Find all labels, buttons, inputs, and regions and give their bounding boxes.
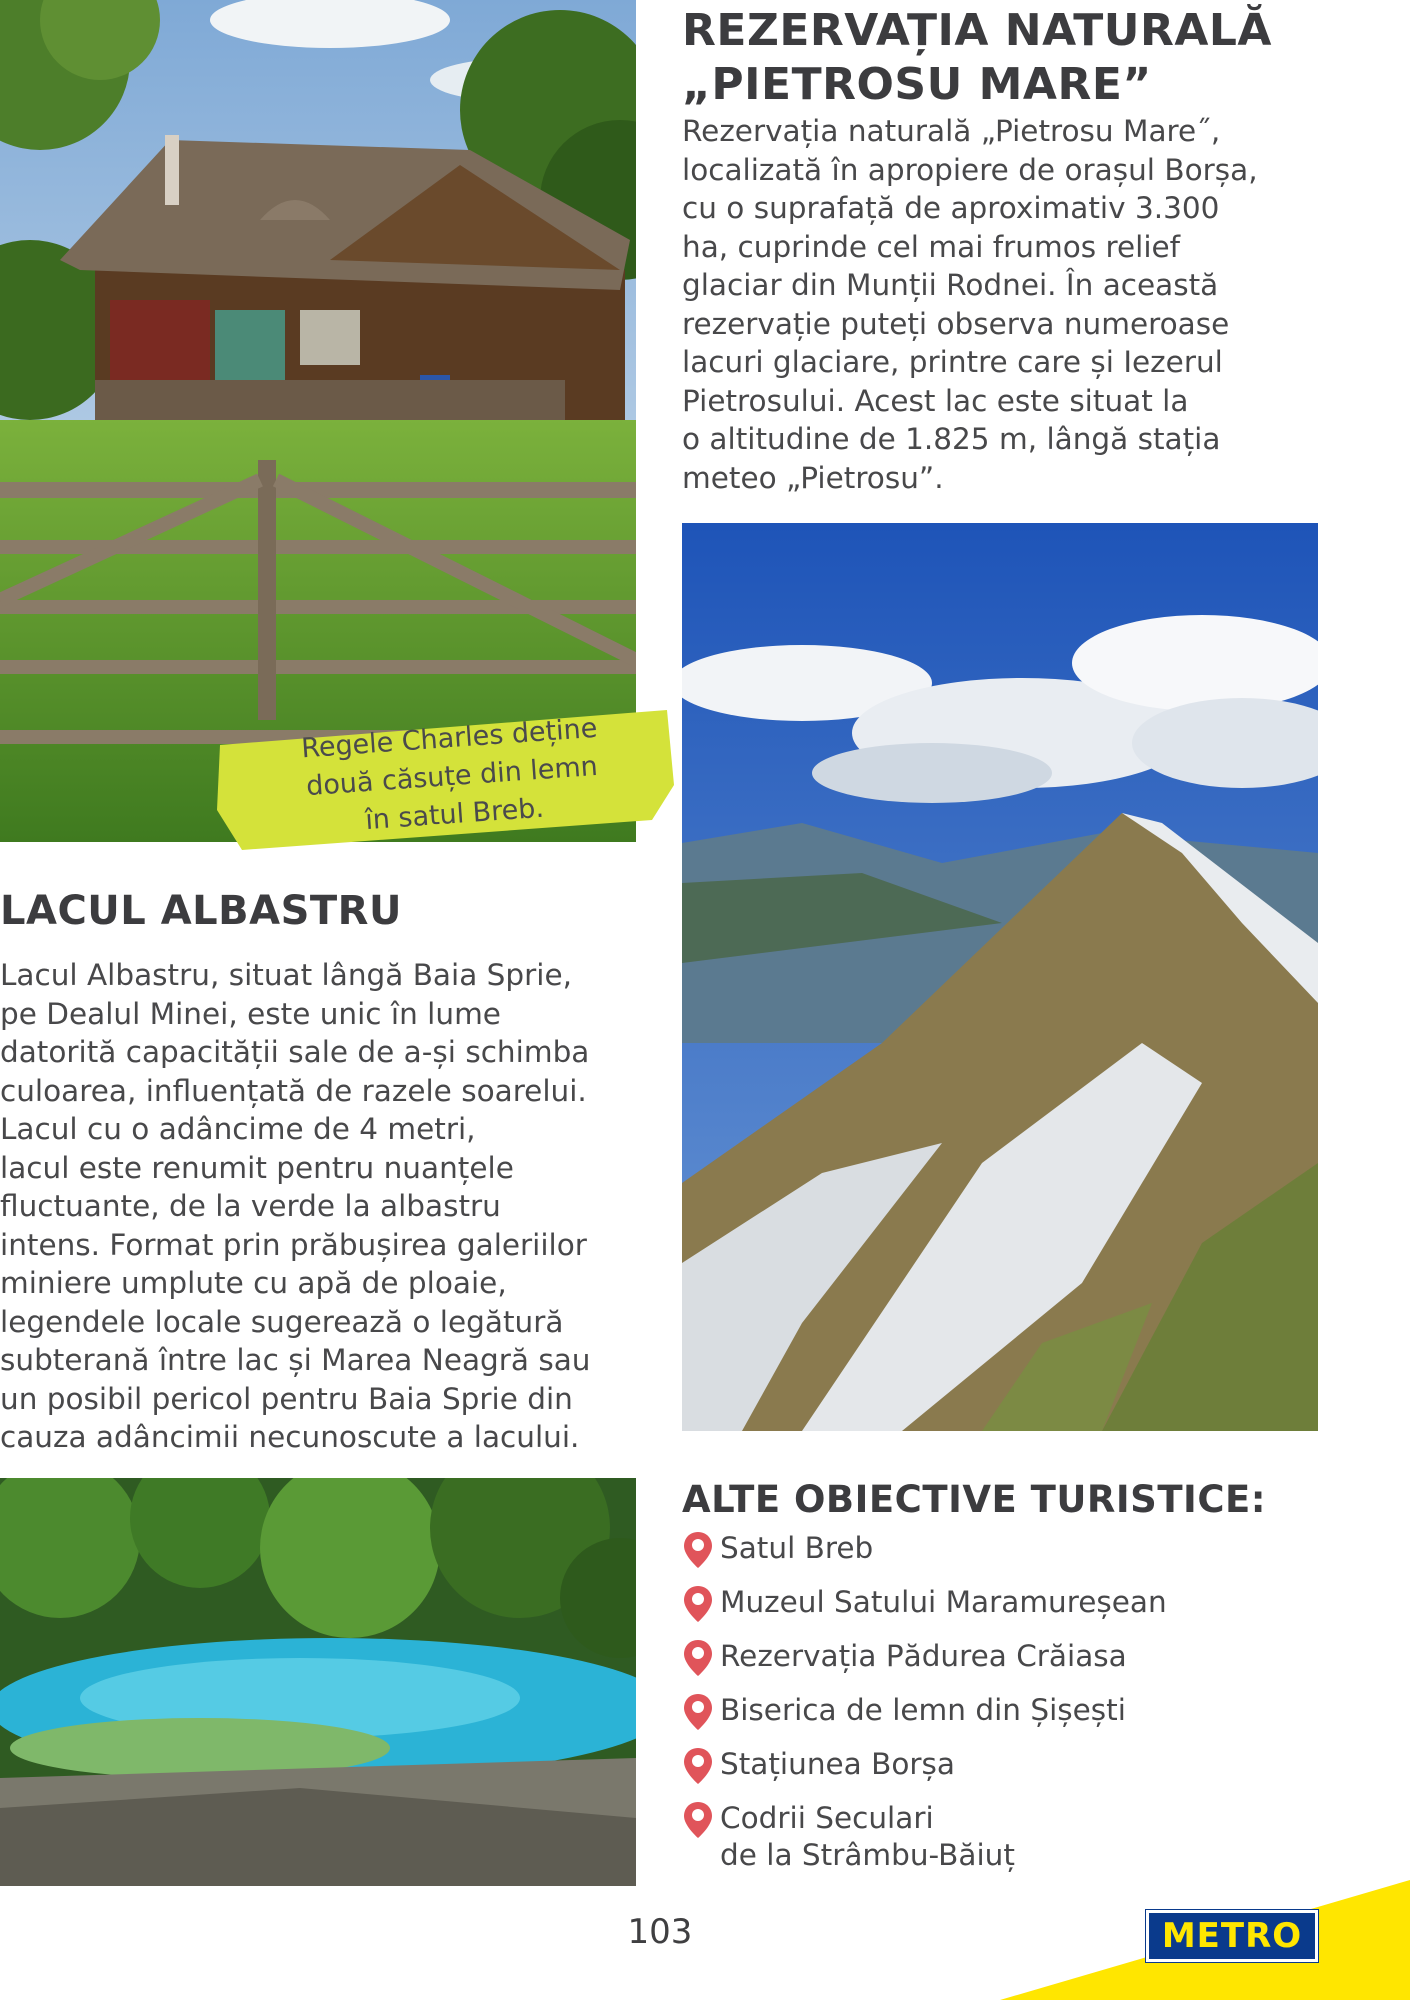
blue-lake-photo [0, 1478, 636, 1886]
map-pin-icon [682, 1692, 714, 1732]
pietrosu-title: REZERVAȚIA NATURALĂ „PIETROSU MARE” [682, 5, 1272, 110]
list-item [682, 1746, 1302, 1786]
page-number: 103 [627, 1912, 693, 1952]
attraction-label: Biserica de lemn din Șișești [720, 1693, 1126, 1727]
list-item [682, 1530, 1302, 1570]
list-item [682, 1800, 1302, 1874]
pietrosu-description: Rezervația naturală „Pietrosu Mare˝, localizată în apropiere de orașul Borșa, cu o suprafață de aproximativ 3.300 ha, cuprinde cel mai frumos relief glaciar din Munții Rodnei. În această rezervație puteți observa numeroase lacuri glaciare, printre care și Iezerul Pietrosului. Acest lac este situat la o altitudine de 1.825 m, lângă stația meteo „Pietrosu”. [682, 114, 1258, 495]
attraction-label: Muzeul Satului Maramureșean [720, 1585, 1167, 1619]
map-pin-icon [682, 1584, 714, 1624]
metro-logo [1146, 1910, 1318, 1962]
attraction-label: Codrii Seculari de la Strâmbu-Băiuț [720, 1801, 1015, 1872]
list-item [682, 1584, 1302, 1624]
mountain-photo [682, 523, 1318, 1431]
map-pin-icon [682, 1530, 714, 1570]
attraction-label: Rezervația Pădurea Crăiasa [720, 1639, 1127, 1673]
lacul-title: LACUL ALBASTRU [0, 888, 402, 934]
attraction-label: Stațiunea Borșa [720, 1747, 955, 1781]
list-item [682, 1638, 1302, 1678]
map-pin-icon [682, 1638, 714, 1678]
list-item [682, 1692, 1302, 1732]
attraction-label: Satul Breb [720, 1531, 874, 1565]
lacul-description: Lacul Albastru, situat lângă Baia Sprie, pe Dealul Minei, este unic în lume datorită capacității sale de a-și schimba culoarea, influențată de razele soarelui. Lacul cu o adâncime de 4 metri, lacul este renumit pentru nuanțele fluctuante, de la verde la albastru intens. Format prin prăbușirea galeriilor miniere umplute cu apă de ploaie, legendele locale sugerează o legătură subterană între lac și Marea Neagră sau un posibil pericol pentru Baia Sprie din cauza adâncimii necunoscute a lacului. [0, 958, 591, 1454]
note-text: Regele Charles deține două căsuțe din lemn în satul Breb. [300, 712, 599, 837]
metro-logo-text: METRO [1161, 1916, 1303, 1956]
map-pin-icon [682, 1746, 714, 1786]
attractions-list [682, 1530, 1302, 1888]
map-pin-icon [682, 1800, 714, 1840]
highlight-note [212, 700, 682, 850]
other-attractions-title: ALTE OBIECTIVE TURISTICE: [682, 1478, 1267, 1521]
